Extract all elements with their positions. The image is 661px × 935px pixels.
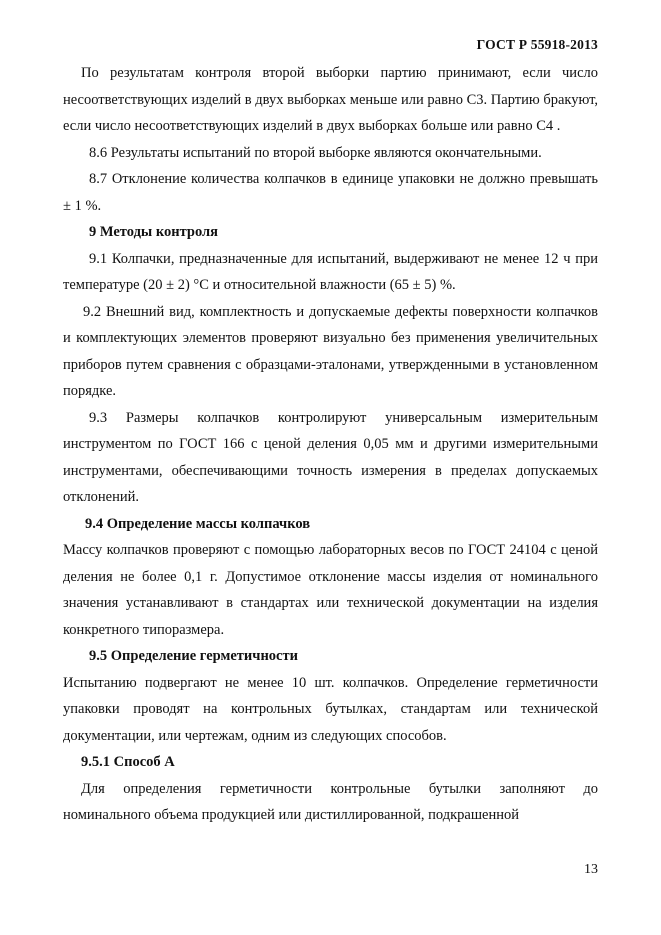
- paragraph-second-sample-acceptance: По результатам контроля второй выборки партию принимают, если число несоответствующих изделий в двух выборках меньше или равно С3. Партию бракуют, если число несоответствующих изделий в двух выборках больше или равно С4 .: [63, 65, 598, 134]
- document-body: [63, 60, 598, 829]
- paragraph-9-4-body: Массу колпачков проверяют с помощью лабораторных весов по ГОСТ 24104 с ценой деления не более 0,1 г. Допустимое отклонение массы изделия от номинального значения устанавливают в стандартах или технической документации на изделия конкретного типоразмера.: [63, 542, 598, 638]
- paragraph-8-7: 8.7 Отклонение количества колпачков в единице упаковки не должно превышать ± 1 %.: [63, 171, 598, 214]
- section-heading-9-5-1: 9.5.1 Способ А: [81, 754, 175, 770]
- paragraph-9-5-body: Испытанию подвергают не менее 10 шт. колпачков. Определение герметичности упаковки проводят на контрольных бутылках, стандартам или технической документации, или чертежам, одним из следующих способов.: [63, 674, 598, 744]
- paragraph-9-2: 9.2 Внешний вид, комплектность и допускаемые дефекты поверхности колпачков и комплектующих элементов проверяют визуально без применения увеличительных приборов путем сравнения с образцами-эталонами, утвержденными в установленном порядке.: [63, 303, 598, 399]
- paragraph-8-6: 8.6 Результаты испытаний по второй выборке являются окончательными.: [89, 144, 542, 161]
- paragraph-9-3: 9.3 Размеры колпачков контролируют универсальным измерительным инструментом по ГОСТ 166 с ценой деления 0,05 мм и другими измерительными инструментами, обеспечивающими точность измерения в пределах допускаемых отклонений.: [63, 409, 598, 505]
- section-heading-9-5: 9.5 Определение герметичности: [89, 648, 298, 664]
- section-heading-9: 9 Методы контроля: [89, 224, 219, 240]
- paragraph-9-1: 9.1 Колпачки, предназначенные для испытаний, выдерживают не менее 12 ч при температуре (20 ± 2) °С и относительной влажности (65 ± 5) %.: [63, 250, 598, 293]
- standard-header: ГОСТ Р 55918-2013: [476, 37, 598, 52]
- page-number: 13: [584, 862, 598, 877]
- section-heading-9-4: 9.4 Определение массы колпачков: [85, 515, 311, 532]
- paragraph-9-5-1-body: Для определения герметичности контрольные бутылки заполняют до номинального объема продукцией или дистиллированной, подкрашенной: [63, 780, 598, 823]
